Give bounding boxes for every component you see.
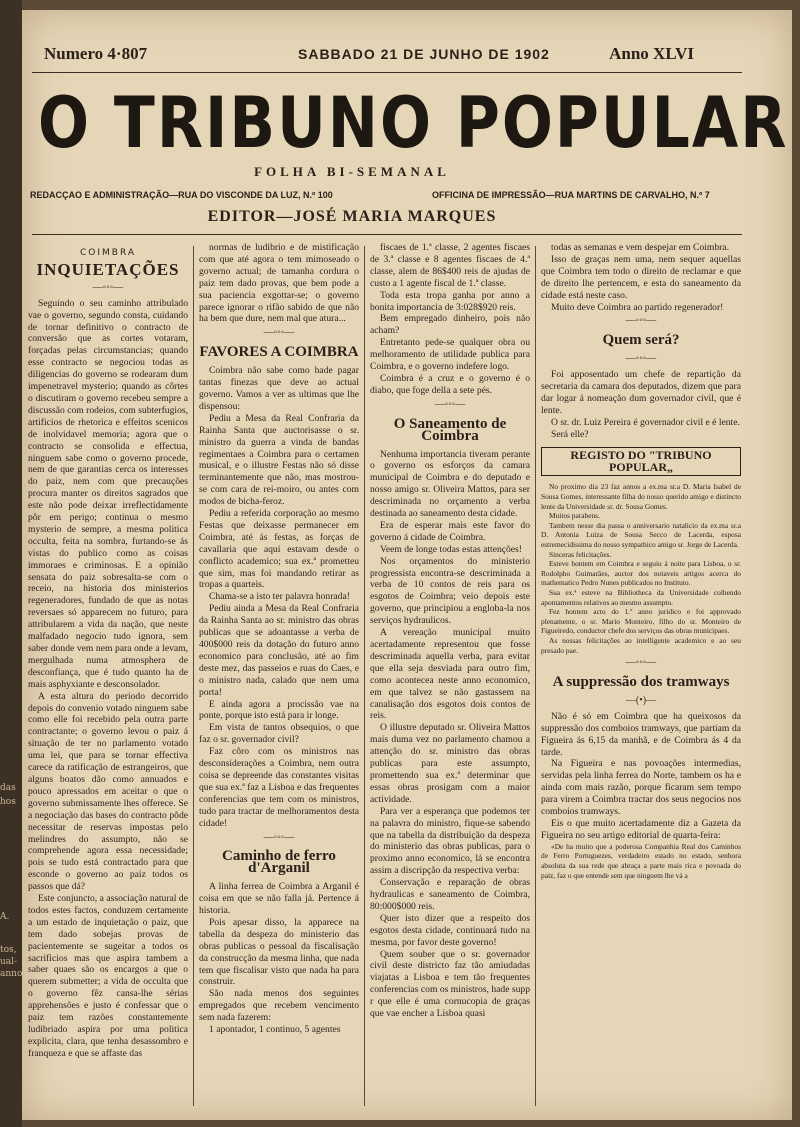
article-paragraph: Em vista de tantos obsequios, o que faz o sr. governador civil? — [199, 722, 359, 746]
ornament-divider: —◦◦◦— — [434, 398, 466, 410]
article-heading: Quem será? — [602, 332, 680, 349]
article-paragraph: E ainda agora a procissão vae na ponte, porque isto está para ir longe. — [199, 698, 359, 722]
article-paragraph: Toda esta tropa ganha por anno a bonita importancia de 3:028$920 reis. — [370, 289, 530, 313]
article-paragraph: Coimbra não sabe como hade pagar tantas finezas que deve ao actual governo. Vamos a ver as ultimas que lhe dispensou: — [199, 365, 359, 412]
margin-fragment: anno — [0, 969, 22, 979]
article-paragraph: Muito deve Coimbra ao partido regenerador! — [551, 301, 724, 313]
ornament-divider: —◦◦◦— — [625, 657, 657, 669]
divider — [32, 234, 742, 235]
article-paragraph: Pois apesar disso, la apparece na tabella da despeza do ministerio das obras publicas o pessoal da fiscalisação da construcção da mesma linha, que nada tem que fiscalisar visto que nada ha para construir. — [199, 916, 359, 988]
note-paragraph: Tambem nesse dia passa o anniversario natalicio da ex.ma sr.a D. Antonia Luiza de Sousa Secco de Lacerda, esposa estremecidissima do nosso sympathico amigo sr. Jorge de Lacerda. — [541, 520, 741, 549]
article-paragraph: Entretanto pede-se qualquer obra ou melhoramento de utilidade publica para Coimbra, e o governo indefere logo. — [370, 337, 530, 373]
article-paragraph: Não é só em Coimbra que ha queixosos da suppressão dos comboios tramways, que partiam da Figueira ás 6,15 da manhã, e de Coimbra ás 4 da tarde. — [541, 710, 741, 758]
article-paragraph: todas as semanas e vem despejar em Coimbra. — [551, 242, 729, 253]
column-divider — [535, 246, 536, 1106]
article-paragraph: Para ver a esperança que podemos ter na palavra do ministro, fique-se sabendo que na tabella da distribuição da despeza do ministerio das obras publicas, para o proximo anno economico, lá se encontra assim a discripção da respectiva verba: — [370, 805, 530, 877]
article-paragraph: Quem souber que o sr. governador civil deste districto faz tão amiudadas viajatas a Lisboa e tem tão frequentes conferencias com os ministros, hade supp r que elle é uma cornucopia de graças que vae encher a Lisboa quasi — [370, 948, 530, 1020]
editor-line: EDITOR—JOSÉ MARIA MARQUES — [207, 208, 497, 225]
margin-fragment: ual- — [0, 957, 18, 967]
article-paragraph: Pediu a Mesa da Real Confraria da Rainha Santa que auctorisasse o sr. ministro da guerra a vinda de bandas regimentaes a Coimbra para o certamen musical, e o illustre Festas não só disse terminantemente que não, mas mostrou-se com cara de rei-moiro, ou antes com modos de bicha-feroz. — [199, 412, 359, 508]
column-2 — [199, 242, 359, 1112]
column-divider — [364, 246, 365, 1106]
article-quote: «De ha muito que a poderosa Companhia Real dos Caminhos de Ferro Portuguezes, verdadeiro estado no estado, senhora absoluta da sua rede que abraça a parte mais rica e povoada do paiz, faz o que entende sem que ninguem lhe vá a — [541, 841, 741, 880]
article-paragraph: Pediu a referida corporação ao mesmo Festas que deixasse permanecer em Coimbra, até ás festas, as forças de cavallaria que aqui estavam desde o conflicto academico; sua ex.ª prometteu que sim, mas foi mandando retirar as tropas a quarteis. — [199, 508, 359, 591]
note-paragraph: Muitos parabens. — [549, 511, 600, 521]
article-paragraph: São nada menos dos seguintes empregados que recebem vencimento sem nada fazerem: — [199, 988, 359, 1024]
ornament-divider: —◦◦◦— — [625, 353, 657, 365]
margin-fragment: hos — [0, 797, 16, 807]
issue-year: Anno XLVI — [609, 44, 694, 63]
issue-date: SABBADO 21 DE JUNHO DE 1902 — [298, 46, 550, 62]
registo-heading: REGISTO DO "TRIBUNO POPULAR„ — [541, 447, 741, 477]
article-heading: A suppressão dos tramways — [552, 674, 730, 690]
columns — [28, 242, 746, 1120]
article-paragraph: Isso de graças nem uma, nem sequer aquellas que Coimbra tem todo o direito de reclamar e que de direito lhe pertencem, e esta do saneamento da cidade está neste caso. — [541, 253, 741, 301]
section-label: COIMBRA — [79, 248, 136, 258]
address-left: REDACÇAO E ADMINISTRAÇÃO—RUA DO VISCONDE DA LUZ, N.º 100 — [30, 190, 333, 200]
note-paragraph: No proximo dia 23 faz annos a ex.ma sr.a D. Maria Isabel de Sousa Gomes, interessante filha do nosso querido amigo e distincto lente da Universidade sr. dr. Sousa Gomes. — [541, 482, 741, 511]
newspaper-page — [22, 10, 792, 1120]
column-1 — [28, 242, 188, 1112]
article-paragraph: Conservação e reparação de obras hydraulicas e saneamento de Coimbra, 80:000$000 reis. — [370, 877, 530, 912]
ornament-divider: —◦◦◦— — [263, 327, 295, 339]
article-paragraph: normas de ludibrio e de mistificação com que até agora o tem mimoseado o governo actual; de tamanha cordura o paiz tem dado provas, que bem pode a sua paciencia exgottar-se; o governo parece ignorar o rifão sabido de que não ha bem que dure, nem mal que atura... — [199, 242, 359, 325]
article-paragraph: 1 apontador, 1 continuo, 5 agentes — [209, 1024, 341, 1036]
masthead-top — [22, 40, 792, 70]
newspaper-subtitle: FOLHA BI-SEMANAL — [254, 164, 450, 179]
note-paragraph: Sinceras felicitações. — [549, 549, 612, 559]
article-paragraph: Nos orçamentos do ministerio progressista encontra-se descriminada a verba de 10 contos de reis para os esgotos de Coimbra; veio depois este governo, que principiou a engloba-la nos serviços hydraulicos. — [370, 555, 530, 627]
article-paragraph: A esta altura do periodo decorrido depois do convenio votado ninguem sabe como elle foi recebido pela outra parte contractante; o governo levou o paiz á situação de ter no parlamento votado uma lei, que para se tornar effectiva carece da ratificação de estrangeiros, que alguns boatos dão como annuados e pouco apressados em aceitar o que o governo submissamente lhes offerece. Se a negociação das bases do contracto pôde necessitar de reservas impostas pelo melindres do assumpto, não se comprehende agora essa necessidade; pois se tudo está contractado para que esconde o governo ao paiz todos os passos que dá? — [28, 690, 188, 893]
article-paragraph: Seguindo o seu caminho attribulado vae o governo, segundo consta, cuidando de tornar definitivo o contracto de conversão que as cortes votaram, forçadas pelas circumstancias; quando esse contracto se negociou todas as diligencias do governo se rodearam dum impenetravel mysterio; quando as côrtes o discutiram o governo recebeu sempre a discussão com rodeios, com subterfugios, artificios de rhetorica e effeitos scenicos de inolvidavel memoria; agora que o contracto se consolida e effectua, ninguem sabe como o governo procede, nem de que garantias cerca os interesses do paiz, nem com que precauções procura manter os direitos sagrados que este não pode deixar irreflectidamente pôr em perigo; continua o mesmo mysterio de sempre, a mesma politica occulta, feita na sombra, furtando-se ás vistas do publico como as coisas immoraes e criminosas. E a opinião sensata do paiz sobresalta-se com o receio, na historia dos ministerios regeneradores, fundado de que as notas reversaes só apparecem no futuro, para attribularem a vida da nação, que neste malfadado negocio tudo ignora, sem saber donde vem nem para onde a levam, mergulhada numa atmosphera de desconfiança, que é tudo quanto ha de mais asphyxiante e desconsolador. — [28, 297, 188, 690]
issue-number: Numero 4·807 — [44, 44, 148, 63]
divider — [32, 72, 742, 73]
ornament-divider: —◦◦◦— — [92, 281, 124, 293]
ornament-divider: —(•)— — [625, 694, 657, 706]
article-paragraph: Na Figueira e nas povoações intermedias, servidas pela linha ferrea do Norte, tambem os ha e ainda com mais razão, porque ficaram sem tempo para virem a Coimbra tractar dos seus negocios nos comboios tramways. — [541, 758, 741, 818]
note-paragraph: Fez hontem acto do 1.º anno juridico e foi approvado plenamente, o sr. Mario Monteiro, filho do sr. Monteiro de Figueiredo, conductor chefe dos serviços das obras municipaes. — [541, 607, 741, 636]
article-paragraph: Pediu ainda a Mesa da Real Confraria da Rainha Santa ao sr. ministro das obras publicas que se adoantasse a verba de 400$000 reis da dotação do futuro anno economico para conclusão, até ao fim deste mez, das passeios e ruas do Caes, e o ministro nada, calado que nem uma porta! — [199, 603, 359, 698]
article-heading: O Saneamento de Coimbra — [393, 415, 507, 444]
article-paragraph: A linha ferrea de Coimbra a Arganil é coisa em que se não falla já. Pertence á historia. — [199, 881, 359, 917]
article-paragraph: Eis o que muito acertadamente diz a Gazeta da Figueira no seu artigo editorial de quarta-feira: — [541, 817, 741, 841]
margin-fragment: tos, — [0, 945, 17, 955]
article-paragraph: Chama-se a isto ter palavra honrada! — [209, 591, 350, 603]
article-paragraph: A vereação municipal muito acertadamente representou que fosse descriminada aquella verba, para evitar que ella seja desviada para outro fim, como acontecea neste anno economico, em que talvez se não gastassem na canalisação dos esgotos dois contos de reis. — [370, 627, 530, 722]
ornament-divider: —◦◦◦— — [625, 315, 657, 327]
article-paragraph: Será elle? — [551, 428, 589, 440]
left-margin-strip — [0, 0, 22, 1127]
registo-notes — [541, 482, 741, 655]
article-paragraph: Era de esperar mais este favor do governo á cidade de Coimbra. — [370, 519, 530, 543]
note-paragraph: Sua ex.ª esteve na Bibliotheca da Universidade colhendo apontamentos relativos ao mesmo assumpto. — [541, 587, 741, 607]
note-paragraph: As nossas felicitações ao intelligente academico e ao seu presado pae. — [541, 635, 741, 655]
article-heading: FAVORES A COIMBRA — [199, 344, 359, 361]
ornament-divider: —◦◦◦— — [263, 831, 295, 843]
article-paragraph: Faz côro com os ministros nas desconsiderações a Coimbra, nem outra coisa se depreende das constantes visitas que sua ex.ª faz a Lisboa e das frequentes conferencias que tem com os ministros, tudo para tractar de melhoramentos desta cidade! — [199, 746, 359, 829]
article-paragraph: Foi apposentado um chefe de repartição da secretaria da camara dos deputados, dizem que para dar logar á nomeação dum governador civil, que é lente. — [541, 369, 741, 416]
article-paragraph: fiscaes de 1.ª classe, 2 agentes fiscaes de 3.ª classe e 8 agentes fiscaes de 4.ª classe, alem de 86$400 reis de ajudas de custo a 1 agente fiscal de 1.ª classe. — [370, 242, 530, 289]
article-paragraph: O illustre deputado sr. Oliveira Mattos mais duma vez no parlamento chamou a attenção do sr. ministro das obras publicas para este assumpto, promettendo sua ex.ª determinar que essas obras prosigam com a maior actividade. — [370, 722, 530, 805]
article-paragraph: Coimbra é a cruz e o governo é o diabo, que foge della a sete pés. — [370, 372, 530, 396]
article-paragraph: Nenhuma importancia tiveram perante o governo os esforços da camara municipal de Coimbra e do deputado e nosso amigo sr. Oliveira Mattos, para ser descriminada no orçamento a verba destinada ao saneamento desta cidade. — [370, 448, 530, 520]
article-paragraph: Este conjuncto, a associação natural de todos estes factos, conduzem certamente a um estado de inquietação o paiz, que tem dado sobejas provas de pacientemente se sugeitar a todos os sacrificios mas que aspira tambem a saber quaes são os encargos a que o querem submetter; a vida de occulta que o governo fêz cansa-lhe sérias apprehensões e justo é confessar que o paiz tem razões constantemente ludibriado aspira por uma politica explicita, clara, que tenha desassombro e franqueza e que se affaste das — [28, 893, 188, 1059]
article-paragraph: Veem de longe todas estas attenções! — [380, 543, 522, 555]
column-3 — [370, 242, 530, 1112]
article-paragraph: Quer isto dizer que a respeito dos esgotos desta cidade, continuará tudo na mesma, por favor deste governo! — [370, 912, 530, 948]
margin-fragment: das — [0, 783, 16, 793]
newspaper-title: O TRIBUNO POPULAR — [38, 82, 789, 165]
column-divider — [193, 246, 194, 1106]
address-right: OFFICINA DE IMPRESSÃO—RUA MARTINS DE CARVALHO, N.º 7 — [432, 190, 710, 200]
note-paragraph: Esteve hontem em Coimbra e seguiu á noite para Lisboa, o sr. Rodolpho Guimarães, auctor dos notaveis artigos acerca do mathematico Pedro Nunes publicados no Instituto. — [541, 559, 741, 588]
column-4 — [541, 242, 741, 1112]
margin-fragment: A. — [0, 912, 10, 922]
article-paragraph: Bem empregado dinheiro, pois não acham? — [370, 313, 530, 337]
article-heading: Caminho de ferro d'Arganil — [222, 848, 336, 877]
article-heading: INQUIETAÇÕES — [36, 259, 180, 279]
article-paragraph: O sr. dr. Luiz Pereira é governador civil e é lente. — [551, 416, 740, 428]
